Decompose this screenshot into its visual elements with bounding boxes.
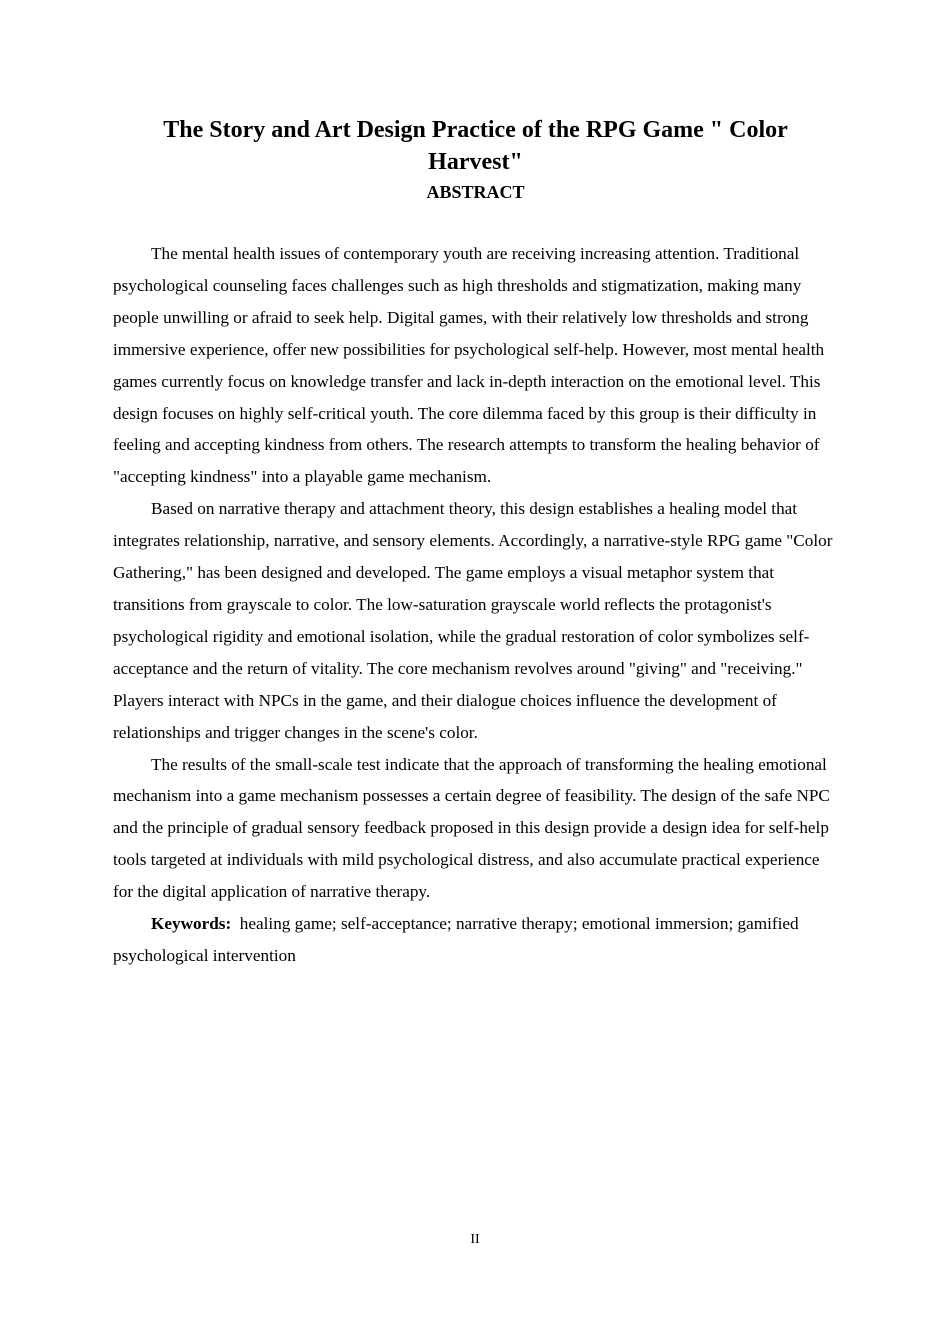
keywords-label: Keywords: [151, 914, 232, 934]
keywords-text: healing game; self-acceptance; narrative therapy; emotional immersion; gamified psychological intervention [113, 914, 799, 965]
abstract-paragraph-1: The mental health issues of contemporary youth are receiving increasing attention. Traditional psychological counseling faces challenges such as high thresholds and stigmatization, making many people unwilling or afraid to seek help. Digital games, with their relatively low thresholds and strong immersive experience, offer new possibilities for psychological self-help. However, most mental health games currently focus on knowledge transfer and lack in-depth interaction on the emotional level. This design focuses on highly self-critical youth. The core dilemma faced by this group is their difficulty in feeling and accepting kindness from others. The research attempts to transform the healing behavior of "accepting kindness" into a playable game mechanism. [113, 244, 825, 487]
abstract-paragraph-2: Based on narrative therapy and attachment theory, this design establishes a healing model that integrates relationship, narrative, and sensory elements. Accordingly, a narrative-style RPG game "Color Gathering," has been designed and developed. The game employs a visual metaphor system that transitions from grayscale to color. The low-saturation grayscale world reflects the protagonist's psychological rigidity and emotional isolation, while the gradual restoration of color symbolizes self-acceptance and the return of vitality. The core mechanism revolves around "giving" and "receiving." Players interact with NPCs in the game, and their dialogue choices influence the development of relationships and trigger changes in the scene's color. [113, 499, 833, 742]
abstract-body [113, 238, 838, 972]
document-page [113, 114, 838, 972]
abstract-paragraph-3: The results of the small-scale test indicate that the approach of transforming the healing emotional mechanism into a game mechanism possesses a certain degree of feasibility. The design of the safe NPC and the principle of gradual sensory feedback proposed in this design provide a design idea for self-help tools targeted at individuals with mild psychological distress, and also accumulate practical experience for the digital application of narrative therapy. [113, 754, 830, 902]
page-number: II [470, 1232, 480, 1247]
abstract-heading: ABSTRACT [426, 182, 525, 202]
keywords-line [113, 908, 838, 972]
document-title: The Story and Art Design Practice of the RPG Game " Color Harvest" [163, 117, 788, 175]
